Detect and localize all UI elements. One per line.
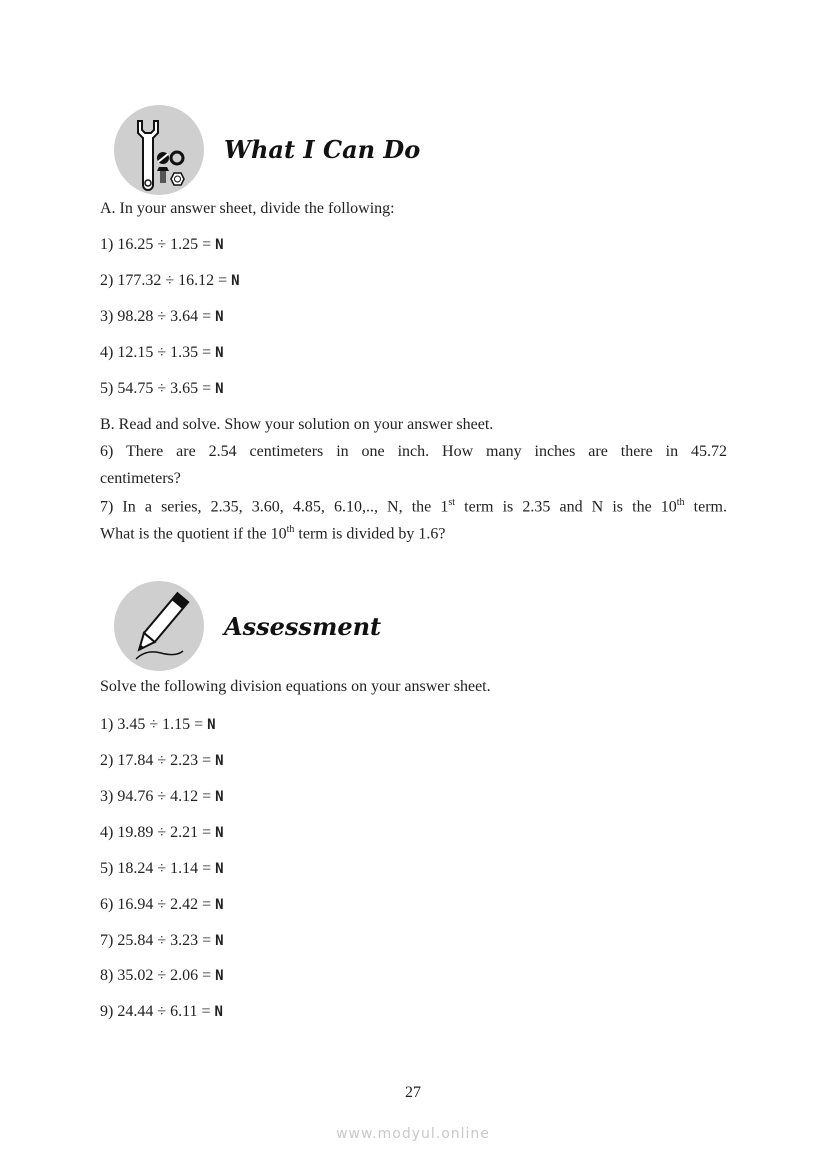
assessment-problem-3: 3) 94.76 ÷ 4.12 = N bbox=[100, 788, 224, 805]
assessment-problem-1: 1) 3.45 ÷ 1.15 = N bbox=[100, 716, 216, 733]
problem-a5: 5) 54.75 ÷ 3.65 = N bbox=[100, 380, 224, 397]
wrench-and-bolts-icon bbox=[114, 105, 204, 195]
assessment-problem-9: 9) 24.44 ÷ 6.11 = N bbox=[100, 1003, 223, 1020]
instruction-a: A. In your answer sheet, divide the following: bbox=[100, 200, 395, 217]
assessment-problem-4: 4) 19.89 ÷ 2.21 = N bbox=[100, 824, 224, 841]
instruction-b: B. Read and solve. Show your solution on your answer sheet. bbox=[100, 416, 494, 433]
page-number: 27 bbox=[405, 1084, 421, 1101]
watermark: www.modyul.online bbox=[336, 1126, 490, 1142]
pencil-icon bbox=[114, 581, 204, 671]
assessment-problem-7: 7) 25.84 ÷ 3.23 = N bbox=[100, 932, 224, 949]
section-title-what-i-can-do: What I Can Do bbox=[224, 135, 421, 164]
problem-a3: 3) 98.28 ÷ 3.64 = N bbox=[100, 308, 224, 325]
problem-6-line2: centimeters? bbox=[100, 470, 181, 487]
problem-a1: 1) 16.25 ÷ 1.25 = N bbox=[100, 236, 224, 253]
assessment-problem-5: 5) 18.24 ÷ 1.14 = N bbox=[100, 860, 224, 877]
assessment-problem-2: 2) 17.84 ÷ 2.23 = N bbox=[100, 752, 224, 769]
assessment-problem-6: 6) 16.94 ÷ 2.42 = N bbox=[100, 896, 224, 913]
assessment-instruction: Solve the following division equations on your answer sheet. bbox=[100, 678, 491, 695]
problem-a2: 2) 177.32 ÷ 16.12 = N bbox=[100, 272, 240, 289]
problem-7-line2: What is the quotient if the 10th term is divided by 1.6? bbox=[100, 524, 446, 543]
section-title-assessment: Assessment bbox=[224, 612, 382, 641]
problem-a4: 4) 12.15 ÷ 1.35 = N bbox=[100, 344, 224, 361]
assessment-problem-8: 8) 35.02 ÷ 2.06 = N bbox=[100, 967, 224, 984]
problem-6-line1: 6) There are 2.54 centimeters in one inch. How many inches are there in 45.72 bbox=[100, 443, 727, 460]
problem-7-line1: 7) In a series, 2.35, 3.60, 4.85, 6.10,.., N, the 1st term is 2.35 and N is the 10th term. bbox=[100, 497, 727, 516]
